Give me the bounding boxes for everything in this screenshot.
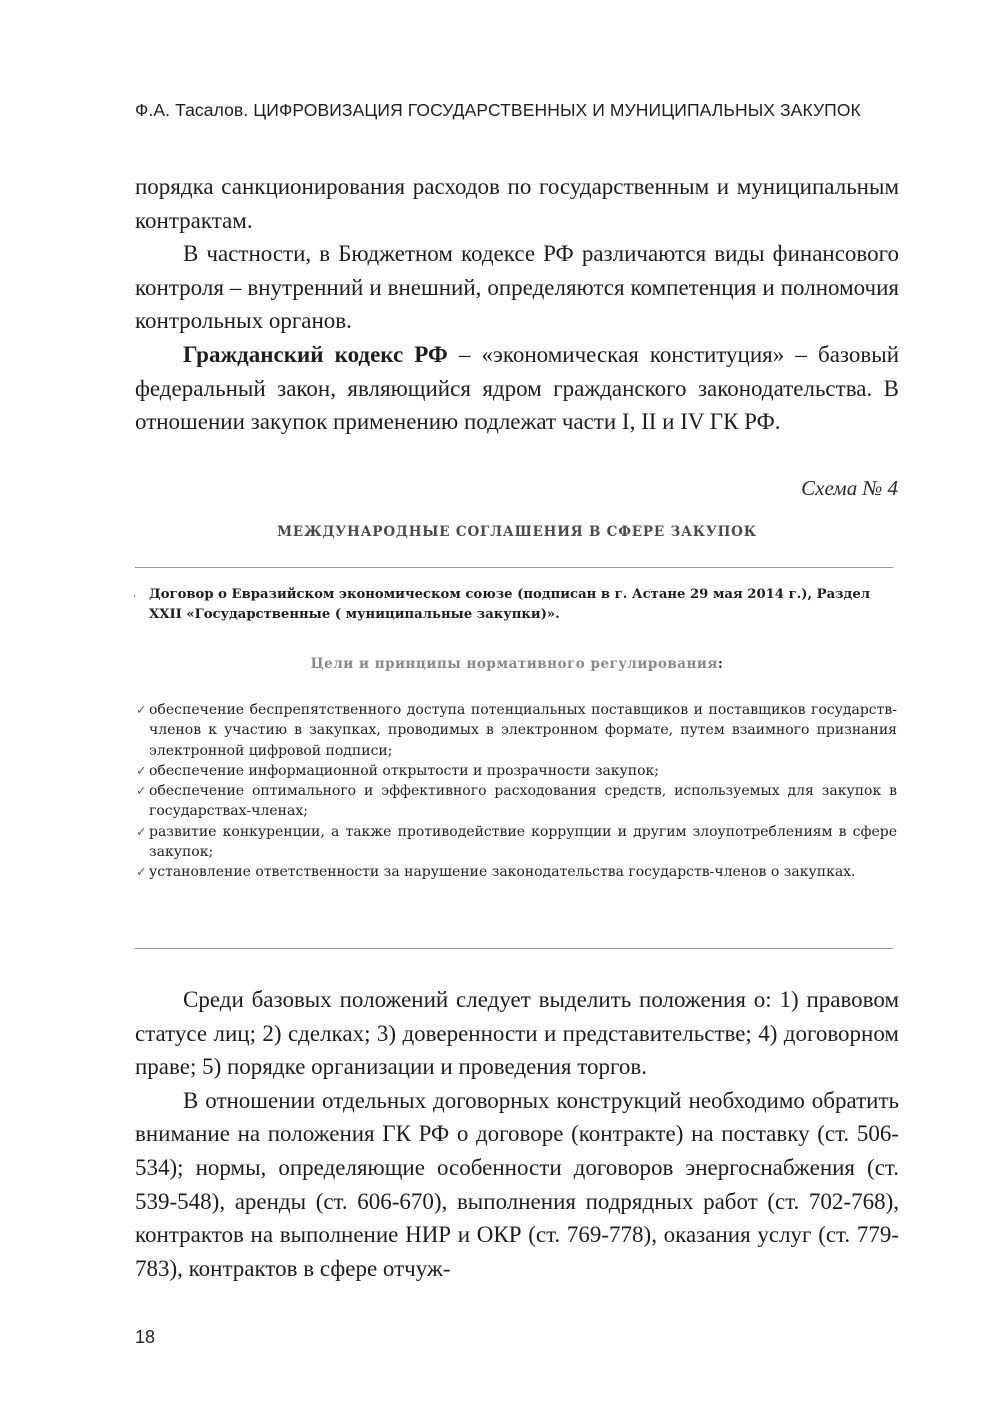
- running-header: Ф.А. Тасалов. ЦИФРОВИЗАЦИЯ ГОСУДАРСТВЕННЫХ И МУНИЦИПАЛЬНЫХ ЗАКУПОК: [135, 100, 861, 120]
- check-icon: ✓: [136, 783, 147, 799]
- goal-item: [135, 822, 897, 863]
- treaty-reference: Договор о Евразийском экономическом союзе (подписан в г. Астане 29 мая 2014 г.), Раздел XXII «Государственные ( муниципальные закупки)».: [149, 587, 871, 622]
- goal-item: [135, 700, 897, 761]
- check-icon: ✓: [136, 762, 147, 778]
- civil-code-term: Гражданский кодекс РФ: [183, 341, 448, 367]
- goal-text: установление ответственности за нарушение законодательства государств-членов о закупках.: [149, 864, 856, 881]
- top-text-block: [135, 170, 899, 439]
- goal-text: обеспечение информационной открытости и прозрачности закупок;: [149, 762, 660, 779]
- paragraph-3-text: – «экономическая конституция» – базовый федеральный закон, являющийся ядром гражданского законодательства. В отношении закупок применению подлежат части I, II и IV ГК РФ.: [135, 341, 900, 435]
- scheme-top-divider: [135, 567, 893, 568]
- goal-text: обеспечение беспрепятственного доступа потенциальных поставщиков и поставщиков государств-членов к участию в закупках, проводимых в электронном формате, путем взаимного признания электронной цифровой подписи;: [149, 702, 897, 759]
- treaty-marker: ,: [133, 588, 137, 599]
- goals-heading-colon: :: [717, 656, 724, 672]
- goal-item: [135, 862, 897, 882]
- paragraph-2: В частности, в Бюджетном кодексе РФ различаются виды финансового контроля – внутренний и внешний, определяются компетенция и полномочия контрольных органов.: [135, 241, 899, 334]
- goal-text: обеспечение оптимального и эффективного расходования средств, используемых для закупок в государствах-членах;: [149, 783, 897, 820]
- bottom-text-block: [135, 983, 899, 1285]
- paragraph-4: Среди базовых положений следует выделить положения о: 1) правовом статусе лиц; 2) сделках; 3) доверенности и представительстве; 4) договорном праве; 5) порядке организации и проведения торгов.: [135, 987, 899, 1080]
- goal-text: развитие конкуренции, а также противодействие коррупции и другим злоупотреблениям в сфере закупок;: [149, 823, 897, 861]
- scheme-bottom-divider: [135, 948, 893, 949]
- goals-heading: [135, 656, 899, 672]
- goal-item: [135, 761, 897, 781]
- page-number: 18: [135, 1327, 156, 1347]
- paragraph-1: порядка санкционирования расходов по государственным и муниципальным контрактам.: [135, 174, 899, 233]
- check-icon: ✓: [136, 864, 147, 880]
- goal-item: [135, 781, 897, 822]
- check-icon: ✓: [136, 823, 147, 839]
- scheme-number: Схема № 4: [801, 476, 898, 500]
- paragraph-3: [135, 338, 899, 439]
- goals-heading-text: Цели и принципы нормативного регулирования: [310, 656, 718, 672]
- goals-list: [135, 700, 897, 883]
- paragraph-5: В отношении отдельных договорных конструкций необходимо обратить внимание на положения ГК РФ о договоре (контракте) на поставку (ст. 506-534); нормы, определяющие особенности договоров энергоснабжения (ст. 539-548), аренды (ст. 606-670), выполнения подрядных работ (ст. 702-768), контрактов на выполнение НИР и ОКР (ст. 769-778), оказания услуг (ст. 779-783), контрактов в сфере отчуж-: [135, 1087, 899, 1281]
- check-icon: ✓: [136, 702, 147, 717]
- scheme-title: МЕЖДУНАРОДНЫЕ СОГЛАШЕНИЯ В СФЕРЕ ЗАКУПОК: [277, 524, 757, 540]
